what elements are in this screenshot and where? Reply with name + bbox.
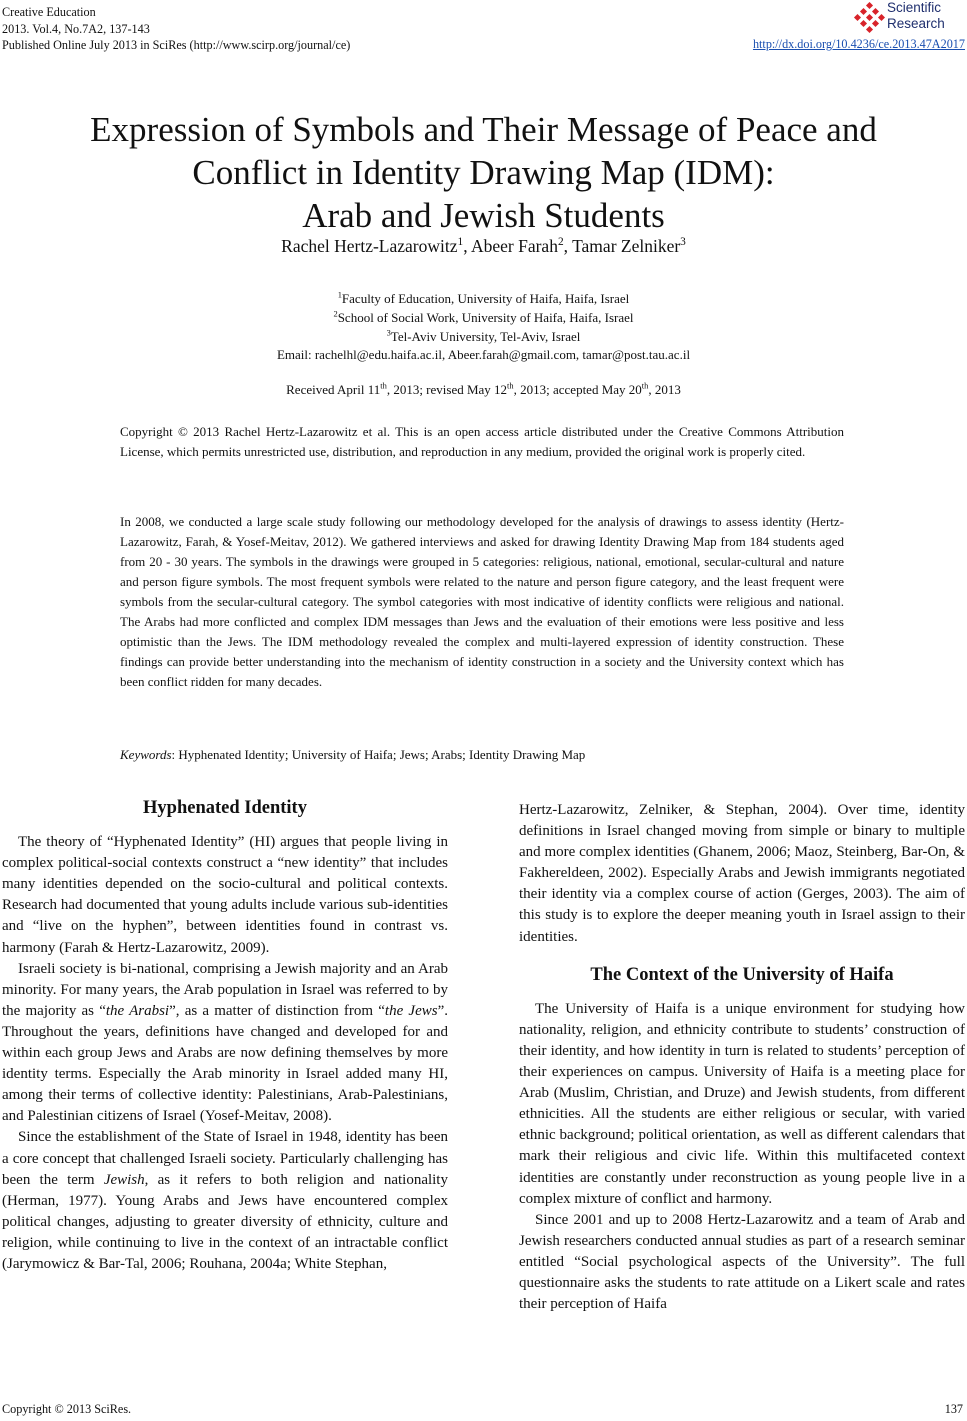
right-column [519, 800, 965, 1315]
received-dates [0, 382, 967, 398]
logo-line-2: Research [887, 16, 945, 31]
left-paragraph-2-part-b: ”, as a matter of distinction from “ [169, 1002, 385, 1019]
author-3-affil-mark: 3 [680, 236, 686, 249]
abstract-text: In 2008, we conducted a large scale study following our methodology developed for the analysis of drawings to assess identity (Hertz-Lazarowitz, Farah, & Yosef-Meitav, 2012). We gathered interviews and asked for drawing Identity Drawing Map from 184 students aged from 20 - 30 years. The symbols in the drawings were grouped in 5 categories: religious, national, emotional, secular-cultural and nature and person figure symbols. The most frequent symbols were related to the nature and person figure category, and the least frequent were symbols from the secular-cultural category. The symbol categories with most indicative of identity conflicts were religious and national. The Arabs had more conflicted and complex IDM messages than Jews and the evaluation of their emotions were less positive and less optimistic than the Jews. The IDM methodology revealed the complex and multi-layered expression of identity construction. These findings can provide better understanding into the mechanism of identity construction in a society and the University context which has been conflict ridden for many decades. [120, 514, 844, 689]
received-part-3: , 2013; accepted May 20 [513, 382, 642, 397]
left-column [2, 798, 448, 1275]
footer-copyright: Copyright © 2013 SciRes. [2, 1402, 132, 1416]
copyright-text: Copyright © 2013 Rachel Hertz-Lazarowitz et al. This is an open access article distributed under the Creative Commons Attribution License, which permits unrestricted use, distribution, and reproduction in any medium, provided the original work is properly cited. [120, 424, 844, 459]
keywords-list: : Hyphenated Identity; University of Haifa; Jews; Arabs; Identity Drawing Map [171, 747, 586, 762]
scientific-research-logo-icon [853, 2, 885, 34]
left-paragraph-3-part-b: , as it refers to both religion and nationality (Herman, 1977). Young Arabs and Jews have encountered complex political changes, adjusting to greater diversity of ethnicity, culture and religion, while continuing to live in the context of an intractable conflict (Jarymowicz & Bar-Tal, 2006; Rouhana, 2004a; White Stephan, [2, 1171, 448, 1272]
received-part-1: Received April 11 [286, 382, 381, 397]
affiliation-2 [0, 310, 967, 326]
right-paragraph-1: The University of Haifa is a unique environment for studying how nationality, religion, and ethnicity contribute to students’ construction of their identity, and how identity in turn is related to students’ perception of their experiences on campus. University of Haifa is a meeting place for Arab (Muslim, Christian, and Druze) and Jewish students, from different ethnicities. All the students are either religious or secular, with varied ethnic background; political orientation, as well as different calendars that mark their religious and civic life. Within this multifaceted context identities are constantly under reconstruction as young people live in a complex mixture of conflict and harmony. [519, 1000, 965, 1207]
keywords-label: Keywords [120, 747, 172, 762]
journal-name: Creative Education [2, 5, 96, 19]
journal-volume: 2013. Vol.4, No.7A2, 137-143 [2, 21, 150, 36]
affiliation-1-text: Faculty of Education, University of Haifa, Haifa, Israel [341, 291, 630, 306]
copyright-notice [120, 422, 844, 462]
title-line-1: Expression of Symbols and Their Message of Peace and [90, 110, 877, 149]
received-sup-2: th [507, 380, 514, 391]
right-paragraph-continued: Hertz-Lazarowitz, Zelniker, & Stephan, 2004). Over time, identity definitions in Israel changed moving from simple or binary to multiple and more complex identities (Ghanem, 2006; Maoz, Steinberg, Bar-On, & Fakhereldeen, 2002). Especially Arabs and Jewish immigrants negotiated their identity via a complex course of action (Gerges, 2003). The aim of this study is to explore the deeper meaning youth in Israel assign to their identities. [519, 802, 965, 945]
scientific-research-logo [853, 0, 963, 36]
received-part-4: , 2013 [648, 382, 681, 397]
left-paragraph-2 [2, 959, 448, 1128]
left-paragraph-2-part-c: ”. Throughout the years, definitions have changed and developed for and within each group Jews and Arabs are now defining themselves by more identity terms. Especially the Arab minority in Israel added many HI, among their terms of collective identity: Palestinians, Arab-Palestinians, and Palestinian citizens of Israel (Yosef-Meitav, 2008). [2, 1002, 448, 1125]
left-paragraph-2-part-a: Israeli society is bi-national, comprising a Jewish majority and an Arab minority. For many years, the Arab population in Israel was referred to by the majority as “ [2, 960, 448, 1019]
left-paragraph-3-part-a: Since the establishment of the State of Israel in 1948, identity has been a core concept that challenged Israeli society. Particularly challenging has been the term [2, 1129, 448, 1188]
affiliation-3 [0, 329, 967, 345]
doi-link[interactable]: http://dx.doi.org/10.4236/ce.2013.47A2017 [752, 37, 965, 51]
page-number: 137 [944, 1402, 963, 1416]
journal-published-line: Published Online July 2013 in SciRes (http://www.scirp.org/journal/ce) [2, 38, 351, 52]
author-3: , Tamar Zelniker [563, 236, 681, 256]
abstract [120, 512, 844, 692]
article-title [0, 108, 967, 237]
left-paragraph-3-italic: Jewish [103, 1171, 145, 1188]
affiliation-3-text: Tel-Aviv University, Tel-Aviv, Israel [390, 329, 581, 344]
affiliation-3-mark: 3 [386, 327, 391, 338]
section-heading-hyphenated-identity: Hyphenated Identity [143, 798, 307, 818]
journal-header [2, 4, 350, 54]
affiliation-2-mark: 2 [333, 308, 338, 319]
author-emails: Email: rachelhl@edu.haifa.ac.il, Abeer.farah@gmail.com, tamar@post.tau.ac.il [276, 347, 691, 362]
left-paragraph-2-italic-1: the Arabsi [105, 1002, 170, 1019]
received-sup-1: th [380, 380, 387, 391]
affiliation-1 [0, 291, 967, 307]
title-line-3: Arab and Jewish Students [302, 196, 665, 235]
author-1: Rachel Hertz-Lazarowitz [281, 236, 458, 256]
logo-line-1: Scientific [887, 0, 942, 15]
left-paragraph-2-italic-2: the Jews [384, 1002, 438, 1019]
author-1-affil-mark: 1 [457, 236, 464, 249]
right-paragraph-2: Since 2001 and up to 2008 Hertz-Lazarowitz and a team of Arab and Jewish researchers conducted annual studies as part of a research seminar entitled “Social psychological aspects of the University”. The full questionnaire asks the students to rate attitude on a Likert scale and rates their perception of Haifa [519, 1211, 965, 1313]
left-paragraph-1: The theory of “Hyphenated Identity” (HI) argues that people living in complex political-social contexts construct a “new identity” that includes many identities depended on the socio-cultural and political contexts. Research had documented that young adults include various sub-identities and “live on the hyphen”, between identities found in contrast vs. harmony (Farah & Hertz-Lazarowitz, 2009). [2, 834, 448, 956]
affiliation-2-text: School of Social Work, University of Haifa, Haifa, Israel [337, 310, 634, 325]
received-sup-3: th [641, 380, 649, 391]
left-paragraph-3 [2, 1127, 448, 1275]
section-heading-university-context: The Context of the University of Haifa [590, 964, 894, 985]
keywords [120, 745, 844, 765]
title-line-2: Conflict in Identity Drawing Map (IDM): [192, 153, 775, 192]
logo-wordmark [887, 0, 945, 32]
author-list [0, 236, 967, 257]
author-2-affil-mark: 2 [557, 236, 564, 249]
received-part-2: , 2013; revised May 12 [386, 382, 508, 397]
affiliation-1-mark: 1 [337, 289, 342, 300]
author-2: , Abeer Farah [463, 236, 558, 256]
